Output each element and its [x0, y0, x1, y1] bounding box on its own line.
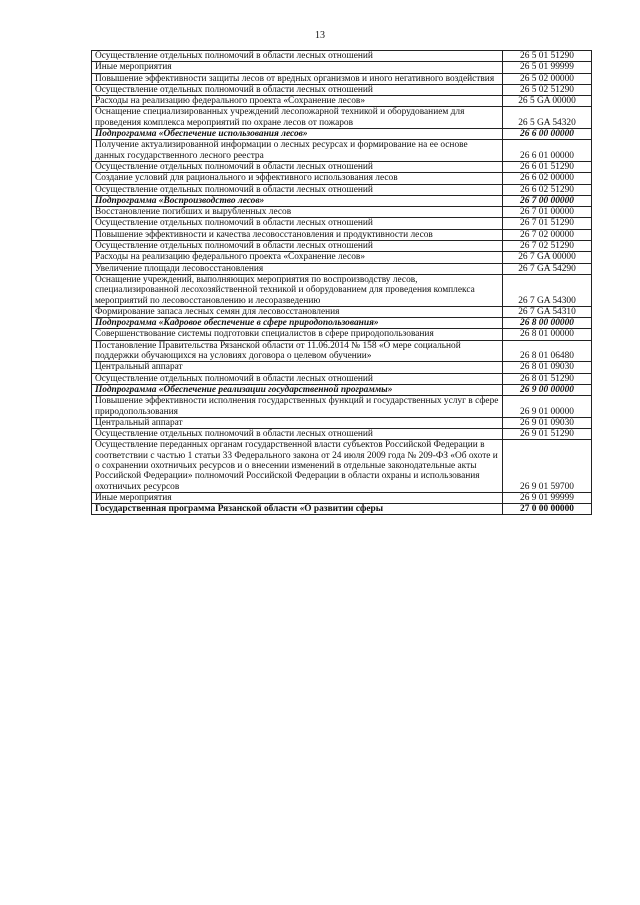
- row-name: Совершенствование системы подготовки специалистов в сфере природопользования: [92, 329, 503, 340]
- table-row: [92, 84, 592, 95]
- row-name: Повышение эффективности защиты лесов от вредных организмов и иного негативного воздействия: [92, 73, 503, 84]
- row-name: Осуществление отдельных полномочий в области лесных отношений: [92, 429, 503, 440]
- row-name: Осуществление отдельных полномочий в области лесных отношений: [92, 161, 503, 172]
- row-name: Центральный аппарат: [92, 417, 503, 428]
- row-name: Иные мероприятия: [92, 62, 503, 73]
- table-row: [92, 417, 592, 428]
- table-row: [92, 218, 592, 229]
- row-name: Оснащение специализированных учреждений лесопожарной техникой и оборудованием для проведения комплекса мероприятий по охране лесов от пожаров: [92, 107, 503, 129]
- row-name: Подпрограмма «Кадровое обеспечение в сфере природопользования»: [92, 318, 503, 329]
- program-row: [92, 504, 592, 515]
- row-name: Подпрограмма «Обеспечение реализации государственной программы»: [92, 384, 503, 395]
- row-name: Осуществление отдельных полномочий в области лесных отношений: [92, 184, 503, 195]
- row-code: 26 6 02 51290: [503, 184, 592, 195]
- row-code: 26 9 01 59700: [503, 440, 592, 492]
- row-code: 26 5 GA 54320: [503, 107, 592, 129]
- row-code: 26 5 01 99999: [503, 62, 592, 73]
- row-code: 26 5 01 51290: [503, 51, 592, 62]
- row-name: Осуществление отдельных полномочий в области лесных отношений: [92, 51, 503, 62]
- row-name: Подпрограмма «Обеспечение использования лесов»: [92, 129, 503, 140]
- table-row: [92, 274, 592, 306]
- subprogram-row: [92, 195, 592, 206]
- row-name: Повышение эффективности исполнения государственных функций и государственных услуг в сфере природопользования: [92, 396, 503, 418]
- row-code: 26 7 02 00000: [503, 229, 592, 240]
- row-code: 26 6 01 00000: [503, 140, 592, 162]
- row-name: Расходы на реализацию федерального проекта «Сохранение лесов»: [92, 252, 503, 263]
- table-row: [92, 140, 592, 162]
- table-row: [92, 362, 592, 373]
- row-code: 26 5 GA 00000: [503, 96, 592, 107]
- row-code: 26 7 01 00000: [503, 207, 592, 218]
- row-code: 26 7 GA 54310: [503, 306, 592, 317]
- row-name: Центральный аппарат: [92, 362, 503, 373]
- row-code: 26 7 GA 54300: [503, 274, 592, 306]
- row-code: 26 9 00 00000: [503, 384, 592, 395]
- row-name: Создание условий для рационального и эффективного использования лесов: [92, 173, 503, 184]
- subprogram-row: [92, 318, 592, 329]
- table-row: [92, 492, 592, 503]
- row-name: Государственная программа Рязанской области «О развитии сферы: [92, 504, 503, 515]
- row-code: 26 7 00 00000: [503, 195, 592, 206]
- table-row: [92, 161, 592, 172]
- row-code: 26 6 01 51290: [503, 161, 592, 172]
- table-row: [92, 252, 592, 263]
- table-row: [92, 329, 592, 340]
- row-name: Осуществление переданных органам государственной власти субъектов Российской Федерации в соответствии с частью 1 статьи 33 Федерального закона от 24 июля 2009 года № 209-ФЗ «Об охоте и о сохранении охотничьих ресурсов и о внесении изменений в отдельные законодательные акты Российской Федерации» полномочий Российской Федерации в области охраны и использования охотничьих ресурсов: [92, 440, 503, 492]
- page-number: 13: [315, 30, 325, 41]
- row-code: 26 9 01 00000: [503, 396, 592, 418]
- row-name: Увеличение площади лесовосстановления: [92, 263, 503, 274]
- row-name: Повышение эффективности и качества лесовосстановления и продуктивности лесов: [92, 229, 503, 240]
- row-name: Расходы на реализацию федерального проекта «Сохранение лесов»: [92, 96, 503, 107]
- table-row: [92, 306, 592, 317]
- row-name: Осуществление отдельных полномочий в области лесных отношений: [92, 373, 503, 384]
- row-code: 26 8 00 00000: [503, 318, 592, 329]
- row-code: 26 7 GA 00000: [503, 252, 592, 263]
- row-code: 26 7 02 51290: [503, 241, 592, 252]
- table-row: [92, 429, 592, 440]
- row-name: Осуществление отдельных полномочий в области лесных отношений: [92, 241, 503, 252]
- table-row: [92, 96, 592, 107]
- row-code: 27 0 00 00000: [503, 504, 592, 515]
- table-row: [92, 340, 592, 362]
- row-name: Получение актуализированной информации о лесных ресурсах и формирование на ее основе данных государственного лесного реестра: [92, 140, 503, 162]
- row-code: 26 5 02 00000: [503, 73, 592, 84]
- table-row: [92, 107, 592, 129]
- row-name: Осуществление отдельных полномочий в области лесных отношений: [92, 84, 503, 95]
- subprogram-row: [92, 384, 592, 395]
- budget-classification-table: [91, 50, 592, 515]
- row-code: 26 5 02 51290: [503, 84, 592, 95]
- row-code: 26 9 01 51290: [503, 429, 592, 440]
- row-code: 26 6 02 00000: [503, 173, 592, 184]
- table-row: [92, 173, 592, 184]
- row-code: 26 8 01 00000: [503, 329, 592, 340]
- table-row: [92, 241, 592, 252]
- row-name: Иные мероприятия: [92, 492, 503, 503]
- row-name: Подпрограмма «Воспроизводство лесов»: [92, 195, 503, 206]
- table-row: [92, 263, 592, 274]
- table-row: [92, 373, 592, 384]
- row-code: 26 6 00 00000: [503, 129, 592, 140]
- table-row: [92, 207, 592, 218]
- table-row: [92, 62, 592, 73]
- row-name: Осуществление отдельных полномочий в области лесных отношений: [92, 218, 503, 229]
- row-code: 26 7 GA 54290: [503, 263, 592, 274]
- row-code: 26 8 01 06480: [503, 340, 592, 362]
- subprogram-row: [92, 129, 592, 140]
- row-code: 26 8 01 51290: [503, 373, 592, 384]
- row-name: Постановление Правительства Рязанской области от 11.06.2014 № 158 «О мере социальной поддержки обучающихся на условиях договора о целевом обучении»: [92, 340, 503, 362]
- row-name: Формирование запаса лесных семян для лесовосстановления: [92, 306, 503, 317]
- table-row: [92, 229, 592, 240]
- row-code: 26 7 01 51290: [503, 218, 592, 229]
- table-row: [92, 396, 592, 418]
- row-name: Восстановление погибших и вырубленных лесов: [92, 207, 503, 218]
- row-code: 26 9 01 99999: [503, 492, 592, 503]
- row-name: Оснащение учреждений, выполняющих мероприятия по воспроизводству лесов, специализированной лесохозяйственной техникой и оборудованием для проведения комплекса мероприятий по лесовосстановлению и лесоразведению: [92, 274, 503, 306]
- table-row: [92, 440, 592, 492]
- row-code: 26 9 01 09030: [503, 417, 592, 428]
- table-row: [92, 73, 592, 84]
- table-row: [92, 184, 592, 195]
- row-code: 26 8 01 09030: [503, 362, 592, 373]
- table-row: [92, 51, 592, 62]
